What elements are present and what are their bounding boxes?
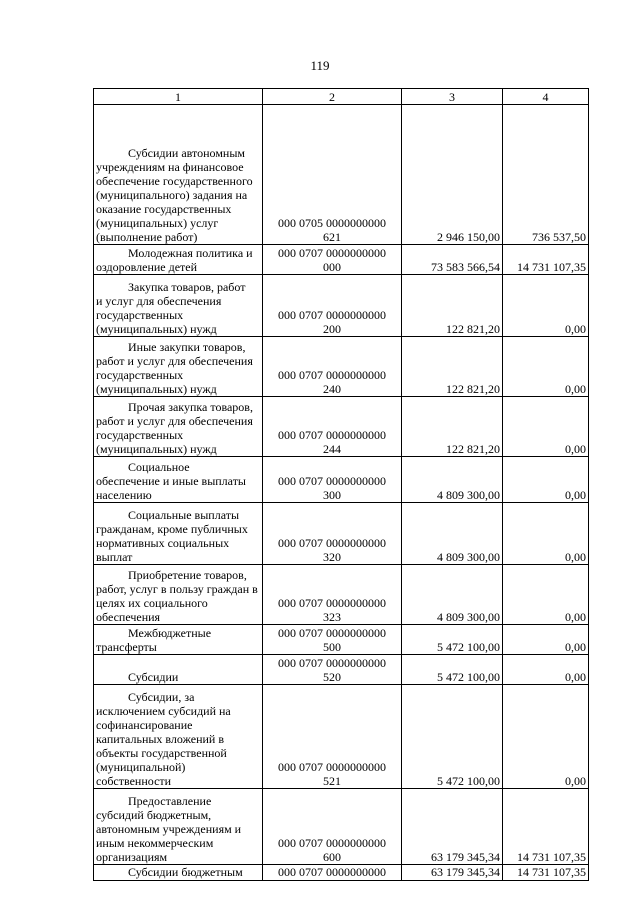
row-value-col4: 0,00 [503,655,589,685]
row-name-cell [94,625,263,655]
row-name-rest: оздоровление детей [96,260,198,274]
table-row [94,245,589,275]
row-value-col4: 14 731 107,35 [503,789,589,865]
row-name-cell [94,245,263,275]
table-row [94,865,589,881]
row-code-cell [263,275,402,337]
row-value-col4: 0,00 [503,275,589,337]
row-code-suffix: 300 [323,488,341,502]
row-name-rest: учреждениям на финансовое обеспечение государственного (муниципального) задания на оказание государственных (муниципальных) услуг (выполнение работ) [96,160,253,244]
row-name-rest: субсидий бюджетным, автономным учреждениям и иным некоммерческим организациям [96,808,242,864]
row-code-main: 000 0707 0000000000 [278,836,386,850]
row-name-first-line: Субсидии, за [128,690,195,704]
row-name-first-line: Приобретение товаров, [128,568,247,582]
row-name-first-line: Межбюджетные [128,626,212,640]
row-name-cell [94,865,263,881]
row-name-cell [94,275,263,337]
row-code-main: 000 0705 0000000000 [278,216,386,230]
row-name-cell [94,685,263,789]
row-code-cell [263,685,402,789]
row-value-col4: 0,00 [503,565,589,625]
row-value-col4: 736 537,50 [503,105,589,245]
row-name-rest: работ и услуг для обеспечения государственных (муниципальных) нужд [96,414,253,456]
row-value-col4: 0,00 [503,457,589,503]
row-name-first-line: Иные закупки товаров, [128,340,246,354]
row-code-cell [263,655,402,685]
row-value-col4: 0,00 [503,337,589,397]
row-code-main: 000 0707 0000000000 [278,428,386,442]
row-code-suffix: 244 [323,442,341,456]
row-code-suffix: 320 [323,550,341,564]
row-code-main: 000 0707 0000000000 [278,246,386,260]
row-name-cell [94,337,263,397]
row-code-suffix: 600 [323,850,341,864]
row-name-first-line: Молодежная политика и [128,246,253,260]
table-row [94,655,589,685]
row-name-first-line: Прочая закупка товаров, [128,400,253,414]
row-code-main: 000 0707 0000000000 [278,536,386,550]
row-name-first-line: Субсидии [128,670,179,684]
row-code-cell [263,865,402,881]
row-code-suffix: 520 [323,670,341,684]
row-value-col3: 5 472 100,00 [402,685,503,789]
row-name-first-line: Социальное [128,460,190,474]
row-name-cell [94,789,263,865]
row-code-suffix: 621 [323,230,341,244]
row-code-main: 000 0707 0000000000 [278,308,386,322]
row-name-rest: работ, услуг в пользу граждан в целях их социального обеспечения [96,582,258,624]
row-code-cell [263,789,402,865]
row-code-cell [263,397,402,457]
row-value-col3: 122 821,20 [402,397,503,457]
table-row [94,275,589,337]
row-name-first-line: Предоставление [128,794,212,808]
row-value-col3: 73 583 566,54 [402,245,503,275]
table-row [94,337,589,397]
row-name-cell [94,105,263,245]
row-value-col3: 63 179 345,34 [402,789,503,865]
table-row [94,685,589,789]
row-name-rest: обеспечение и иные выплаты населению [96,474,246,502]
row-code-suffix: 240 [323,382,341,396]
row-name-first-line: Социальные выплаты [128,508,240,522]
row-name-cell [94,503,263,565]
row-name-rest: гражданам, кроме публичных нормативных социальных выплат [96,522,248,564]
header-cell-4: 4 [503,89,589,105]
header-cell-2: 2 [263,89,402,105]
row-value-col3: 63 179 345,34 [402,865,503,881]
row-code-cell [263,565,402,625]
row-name-first-line: Субсидии автономным [128,146,245,160]
row-code-cell [263,105,402,245]
row-name-cell [94,457,263,503]
row-code-main: 000 0707 0000000000 [278,368,386,382]
row-value-col3: 4 809 300,00 [402,565,503,625]
header-cell-3: 3 [402,89,503,105]
row-code-main: 000 0707 0000000000 [278,626,386,640]
row-value-col4: 14 731 107,35 [503,245,589,275]
header-cell-1: 1 [94,89,263,105]
row-name-cell [94,565,263,625]
table-header-row [94,89,589,105]
row-name-rest: и услуг для обеспечения государственных (муниципальных) нужд [96,294,222,336]
row-value-col4: 0,00 [503,625,589,655]
row-code-cell [263,625,402,655]
row-name-cell [94,397,263,457]
row-value-col3: 122 821,20 [402,275,503,337]
row-value-col4: 0,00 [503,503,589,565]
table-row [94,397,589,457]
row-code-cell [263,337,402,397]
table-row [94,789,589,865]
row-code-main: 000 0707 0000000000 [278,760,386,774]
budget-table [93,88,589,881]
row-code-main: 000 0707 0000000000 [278,656,386,670]
row-value-col3: 4 809 300,00 [402,457,503,503]
row-value-col3: 122 821,20 [402,337,503,397]
row-code-main: 000 0707 0000000000 [278,474,386,488]
row-code-suffix: 000 [323,260,341,274]
row-code-cell [263,245,402,275]
row-name-first-line: Субсидии бюджетным [128,865,243,879]
row-value-col3: 2 946 150,00 [402,105,503,245]
page-number: 119 [310,58,330,73]
row-code-suffix: 521 [323,774,341,788]
table-row [94,625,589,655]
row-code-main: 000 0707 0000000000 [278,596,386,610]
row-code-suffix: 500 [323,640,341,654]
row-value-col4: 14 731 107,35 [503,865,589,881]
table-row [94,503,589,565]
row-value-col4: 0,00 [503,397,589,457]
row-code-suffix: 323 [323,610,341,624]
table-row [94,565,589,625]
row-name-cell [94,655,263,685]
row-code-cell [263,503,402,565]
row-value-col4: 0,00 [503,685,589,789]
table-row [94,457,589,503]
row-name-rest: трансферты [96,640,157,654]
row-name-rest: исключением субсидий на софинансирование капитальных вложений в объекты государственной (муниципальной) собственности [96,704,231,788]
row-name-first-line: Закупка товаров, работ [128,280,246,294]
row-code-main: 000 0707 0000000000 [278,865,386,879]
row-code-suffix: 200 [323,322,341,336]
row-code-cell [263,457,402,503]
row-name-rest: работ и услуг для обеспечения государственных (муниципальных) нужд [96,354,253,396]
row-value-col3: 5 472 100,00 [402,655,503,685]
row-value-col3: 4 809 300,00 [402,503,503,565]
table-row [94,105,589,245]
row-value-col3: 5 472 100,00 [402,625,503,655]
